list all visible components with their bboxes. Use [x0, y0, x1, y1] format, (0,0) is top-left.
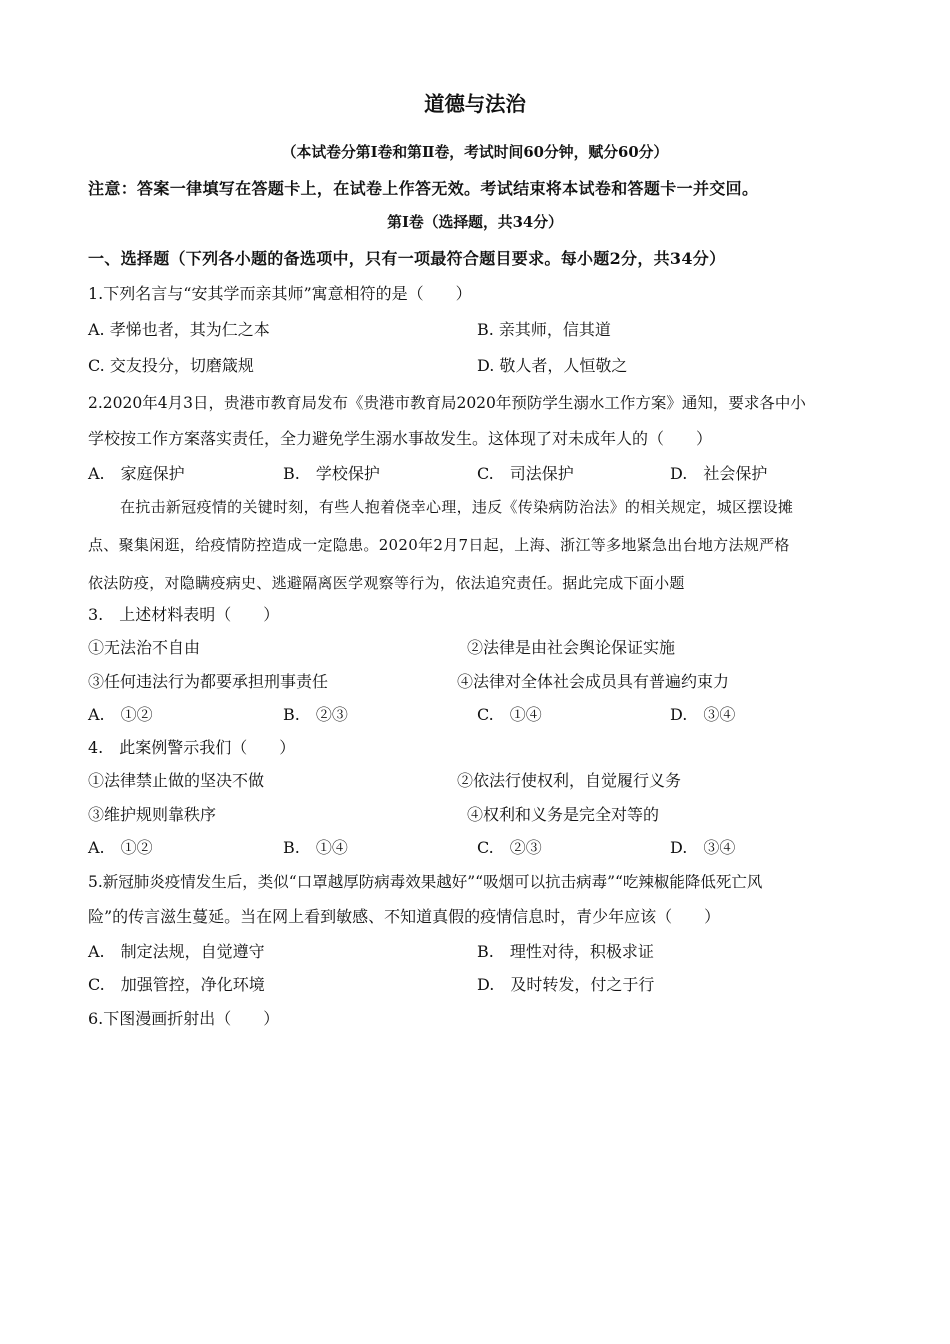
- part-one-heading: 第Ⅰ卷（选择题，共34分）: [387, 214, 563, 231]
- material-line-3: 依法防疫，对隐瞒疫病史、逃避隔离医学观察等行为，依法追究责任。据此完成下面小题: [88, 574, 685, 592]
- question-1-option-b: B. 亲其师，信其道: [477, 320, 611, 339]
- question-5-option-b: B. 理性对待，积极求证: [477, 942, 654, 961]
- question-1-option-c: C. 交友投分，切磨箴规: [88, 356, 254, 375]
- question-1-option-d: D. 敬人者，人恒敬之: [477, 356, 628, 375]
- question-2-option-c: C. 司法保护: [477, 464, 574, 483]
- question-4-option-c: C. ②③: [477, 838, 542, 857]
- question-2-stem-line-2: 学校按工作方案落实责任，全力避免学生溺水事故发生。这体现了对未成年人的（ ）: [88, 429, 713, 448]
- question-3-option-c: C. ①④: [477, 705, 542, 724]
- question-3-statement-2: ②法律是由社会舆论保证实施: [467, 638, 676, 657]
- question-5-option-d: D. 及时转发，付之于行: [477, 975, 655, 994]
- question-4-stem: 4. 此案例警示我们（ ）: [88, 738, 296, 757]
- page-title: 道德与法治: [424, 92, 526, 116]
- question-2-stem-line-1: 2.2020年4月3日，贵港市教育局发布《贵港市教育局2020年预防学生溺水工作方案》通知，要求各中小: [88, 394, 806, 412]
- question-4-statement-4: ④权利和义务是完全对等的: [467, 805, 660, 824]
- question-5-option-a: A. 制定法规，自觉遵守: [88, 942, 265, 961]
- question-4-option-b: B. ①④: [283, 838, 348, 857]
- question-3-option-d: D. ③④: [670, 705, 736, 724]
- question-4-option-d: D. ③④: [670, 838, 736, 857]
- question-3-statement-4: ④法律对全体社会成员具有普遍约束力: [457, 672, 730, 691]
- question-5-stem-line-2: 险”的传言滋生蔓延。当在网上看到敏感、不知道真假的疫情信息时，青少年应该（ ）: [88, 907, 721, 926]
- question-4-statement-3: ③维护规则靠秩序: [88, 805, 217, 824]
- question-2-option-b: B. 学校保护: [283, 464, 380, 483]
- question-3-statement-1: ①无法治不自由: [88, 638, 201, 657]
- question-5-option-c: C. 加强管控，净化环境: [88, 975, 265, 994]
- question-3-statement-3: ③任何违法行为都要承担刑事责任: [88, 672, 329, 691]
- question-1-option-a: A. 孝悌也者，其为仁之本: [88, 320, 270, 339]
- question-3-option-b: B. ②③: [283, 705, 348, 724]
- question-6-stem: 6.下图漫画折射出（ ）: [88, 1009, 280, 1028]
- notice: 注意：答案一律填写在答题卡上，在试卷上作答无效。考试结束将本试卷和答题卡一并交回。: [88, 179, 759, 198]
- question-5-stem-line-1: 5.新冠肺炎疫情发生后，类似“口罩越厚防病毒效果越好”“吸烟可以抗击病毒”“吃辣椒能降低死亡风: [88, 873, 763, 891]
- question-3-stem: 3. 上述材料表明（ ）: [88, 605, 280, 624]
- question-4-statement-2: ②依法行使权利，自觉履行义务: [457, 771, 682, 790]
- exam-subtitle: （本试卷分第Ⅰ卷和第Ⅱ卷，考试时间60分钟，赋分60分）: [281, 144, 669, 161]
- question-2-option-d: D. 社会保护: [670, 464, 768, 483]
- question-1-stem: 1.下列名言与“安其学而亲其师”寓意相符的是（ ）: [88, 284, 472, 303]
- section-one-heading: 一、选择题（下列各小题的备选项中，只有一项最符合题目要求。每小题2分，共34分）: [88, 249, 726, 268]
- material-line-1: 在抗击新冠疫情的关键时刻，有些人抱着侥幸心理，违反《传染病防治法》的相关规定，城区摆设摊: [120, 498, 794, 516]
- question-3-option-a: A. ①②: [88, 705, 153, 724]
- question-4-option-a: A. ①②: [88, 838, 153, 857]
- question-4-statement-1: ①法律禁止做的坚决不做: [88, 771, 265, 790]
- question-2-option-a: A. 家庭保护: [88, 464, 185, 483]
- material-line-2: 点、聚集闲逛，给疫情防控造成一定隐患。2020年2月7日起，上海、浙江等多地紧急出台地方法规严格: [88, 536, 790, 554]
